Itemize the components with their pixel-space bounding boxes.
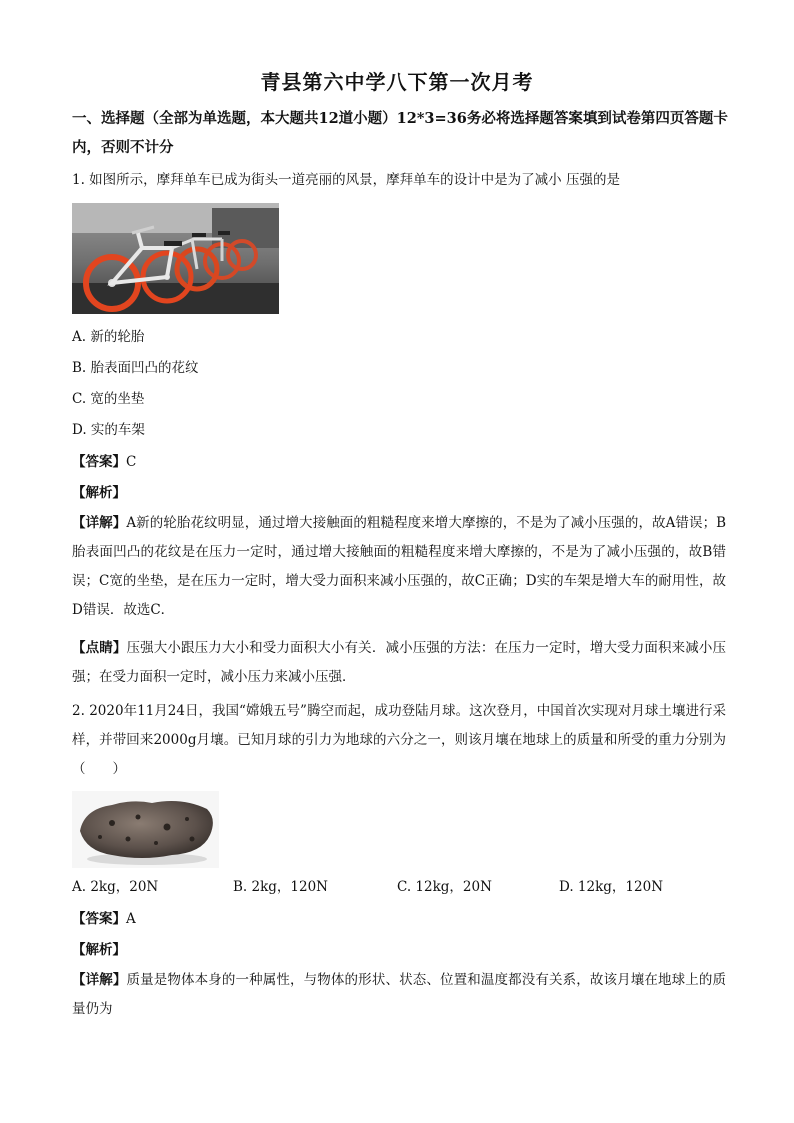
detail-text: 质量是物体本身的一种属性，与物体的形状、状态、位置和温度都没有关系，故该月壤在地球上的质量仍为: [72, 972, 727, 1017]
q1-answer: [72, 452, 136, 472]
q1-option-b: B. 胎表面凹凸的花纹: [72, 360, 199, 376]
q1-bikes-photo: [72, 203, 279, 314]
q2-analysis-tag: 【解析】: [72, 942, 126, 958]
answer-tag: 【答案】: [72, 911, 126, 927]
q1-detail: [72, 509, 726, 625]
q2-option-b: B. 2kg，120N: [233, 879, 328, 895]
answer-value: C: [126, 454, 137, 470]
q1-option-a: A. 新的轮胎: [72, 329, 145, 345]
q1-analysis-tag: 【解析】: [72, 485, 126, 501]
detail-tag: 【详解】: [72, 515, 127, 531]
q2-detail: [72, 966, 726, 1024]
page-title: 青县第六中学八下第一次月考: [260, 70, 534, 94]
detail-tag: 【详解】: [72, 972, 127, 988]
tip-text: 压强大小跟压力大小和受力面积大小有关．减小压强的方法：在压力一定时，增大受力面积来减小压强；在受力面积一定时，减小压力来减小压强．: [72, 640, 727, 685]
answer-tag: 【答案】: [72, 454, 126, 470]
q1-option-c: C. 宽的坐垫: [72, 391, 145, 407]
q2-moon-soil-photo: [72, 791, 219, 868]
q1-tip: [72, 634, 726, 692]
q1-option-d: D. 实的车架: [72, 422, 145, 438]
q2-stem: 2. 2020年11月24日，我国“嫦娥五号”腾空而起，成功登陆月球。这次登月，中国首次实现对月球土壤进行采样，并带回来2000g月壤。已知月球的引力为地球的六分之一，则该月壤在地球上的质量和所受的重力分别为（ ）: [72, 703, 726, 777]
bikes-image: [72, 203, 279, 314]
q2-answer: [72, 909, 136, 929]
detail-text: A新的轮胎花纹明显，通过增大接触面的粗糙程度来增大摩擦的，不是为了减小压强的，故A错误；B胎表面凹凸的花纹是在压力一定时，通过增大接触面的粗糙程度来增大摩擦的，不是为了减小压强的，故B错误；C宽的坐垫，是在压力一定时，增大受力面积来减小压强的，故C正确；D实的车架是增大车的耐用性，故D错误．故选C．: [72, 515, 727, 618]
q2-option-a: A. 2kg，20N: [72, 879, 159, 895]
q2-option-d: D. 12kg，120N: [559, 879, 664, 895]
q2-option-c: C. 12kg，20N: [397, 879, 492, 895]
section-heading: 一、选择题（全部为单选题，本大题共12道小题）12*3=36务必将选择题答案填到试卷第四页答题卡内，否则不计分: [72, 110, 728, 156]
tip-tag: 【点睛】: [72, 640, 127, 656]
answer-value: A: [126, 911, 136, 927]
moon-soil-image: [72, 791, 219, 868]
q1-stem: 1. 如图所示，摩拜单车已成为街头一道亮丽的风景，摩拜单车的设计中是为了减小 压强的是: [72, 172, 620, 188]
